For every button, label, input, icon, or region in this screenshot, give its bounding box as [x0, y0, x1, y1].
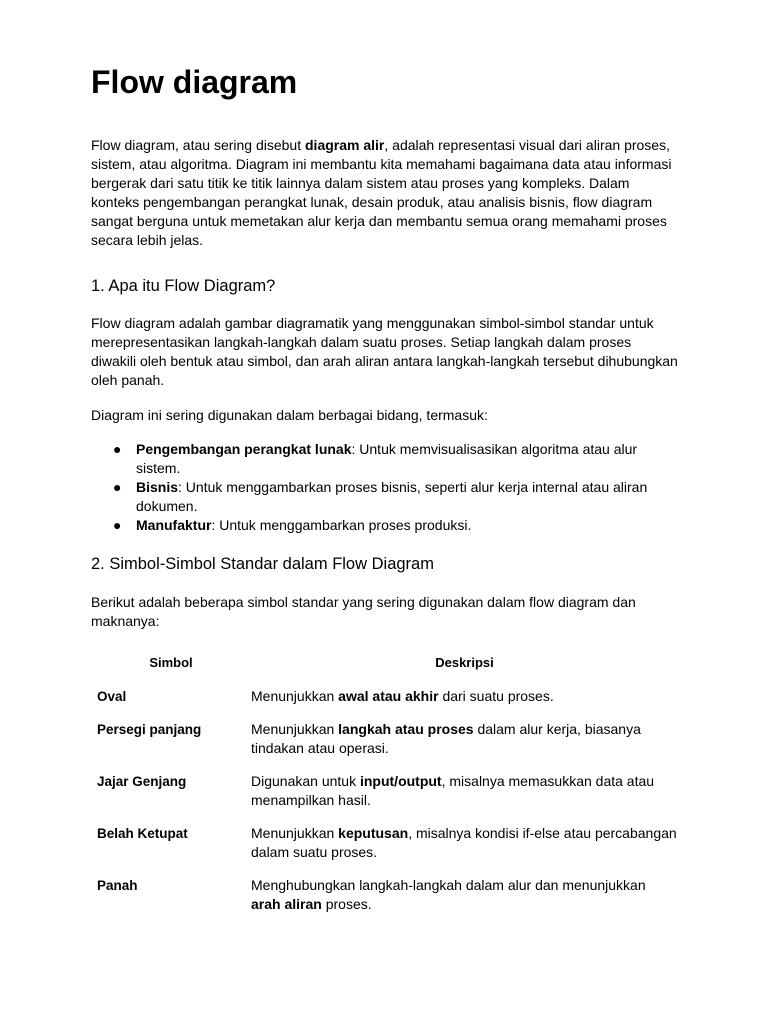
desc-post: dari suatu proses.	[438, 688, 554, 704]
symbol-name: Belah Ketupat	[97, 826, 188, 841]
desc-bold: arah aliran	[251, 896, 322, 912]
symbol-name: Persegi panjang	[97, 722, 202, 737]
column-header-symbol: Simbol	[149, 655, 193, 670]
desc-bold: awal atau akhir	[338, 688, 439, 704]
list-item	[91, 516, 678, 535]
intro-text-bold: diagram alir	[305, 137, 385, 153]
section2-heading: 2. Simbol-Simbol Standar dalam Flow Diagram	[91, 555, 434, 573]
bullet-icon: ●	[113, 517, 122, 533]
desc-post: proses.	[321, 896, 372, 912]
column-header-description: Deskripsi	[435, 655, 494, 670]
intro-text-post: , adalah representasi visual dari aliran proses, sistem, atau algoritma. Diagram ini membantu kita memahami bagaimana data atau informasi bergerak dari satu titik ke titik lainnya dalam sistem atau proses yang kompleks. Dalam konteks pengembangan perangkat lunak, desain produk, atau analisis bisnis, flow diagram sangat berguna untuk memetakan alur kerja dan membantu semua orang memahami proses secara lebih jelas.	[91, 137, 672, 248]
desc-pre: Digunakan untuk	[251, 773, 360, 789]
list-item-term: Bisnis	[136, 479, 179, 495]
desc-pre: Menghubungkan langkah-langkah dalam alur dan menunjukkan	[251, 877, 646, 893]
list-item-term: Manufaktur	[136, 517, 212, 533]
table-row	[91, 720, 678, 772]
section1-list-intro: Diagram ini sering digunakan dalam berbagai bidang, termasuk:	[91, 407, 488, 423]
section2-paragraph: Berikut adalah beberapa simbol standar yang sering digunakan dalam flow diagram dan maknanya:	[91, 594, 636, 629]
bullet-icon: ●	[113, 441, 122, 457]
desc-post: , misalnya memasukkan data atau menampilkan hasil.	[251, 773, 655, 808]
desc-post: dalam alur kerja, biasanya tindakan atau operasi.	[251, 721, 641, 756]
table-row	[91, 824, 678, 876]
desc-bold: langkah atau proses	[338, 721, 474, 737]
symbol-description	[251, 876, 678, 928]
desc-pre: Menunjukkan	[251, 688, 339, 704]
symbol-description	[251, 720, 678, 772]
table-row	[91, 876, 678, 928]
list-item	[91, 478, 678, 516]
intro-text-pre: Flow diagram, atau sering disebut	[91, 137, 305, 153]
section1-paragraph: Flow diagram adalah gambar diagramatik yang menggunakan simbol-simbol standar untuk merepresentasikan langkah-langkah dalam suatu proses. Setiap langkah dalam proses diwakili oleh bentuk atau simbol, dan arah aliran antara langkah-langkah tersebut dihubungkan oleh panah.	[91, 315, 678, 388]
fields-bullet-list	[91, 440, 678, 535]
symbol-description	[251, 687, 678, 720]
table-row	[91, 687, 678, 720]
symbol-name: Panah	[97, 878, 138, 893]
list-item-text: : Untuk menggambarkan proses bisnis, seperti alur kerja internal atau aliran dokumen.	[136, 479, 648, 514]
table-row	[91, 772, 678, 824]
bullet-icon: ●	[113, 479, 122, 495]
desc-bold: input/output	[359, 773, 442, 789]
section1-heading: 1. Apa itu Flow Diagram?	[91, 277, 276, 295]
symbol-name: Oval	[97, 689, 127, 704]
list-item-text: : Untuk menggambarkan proses produksi.	[211, 517, 472, 533]
symbol-name: Jajar Genjang	[97, 774, 187, 789]
intro-paragraph	[91, 136, 678, 250]
desc-post: , misalnya kondisi if-else atau percabangan dalam suatu proses.	[251, 825, 677, 860]
list-item-text: : Untuk memvisualisasikan algoritma atau alur sistem.	[136, 441, 638, 476]
table-header-row	[91, 653, 678, 687]
document-title: Flow diagram	[91, 64, 298, 100]
desc-bold: keputusan	[338, 825, 409, 841]
symbols-table	[91, 653, 678, 928]
desc-pre: Menunjukkan	[251, 721, 339, 737]
symbol-description	[251, 824, 678, 876]
symbol-description	[251, 772, 678, 824]
list-item	[91, 440, 678, 478]
list-item-term: Pengembangan perangkat lunak	[136, 441, 352, 457]
desc-pre: Menunjukkan	[251, 825, 339, 841]
